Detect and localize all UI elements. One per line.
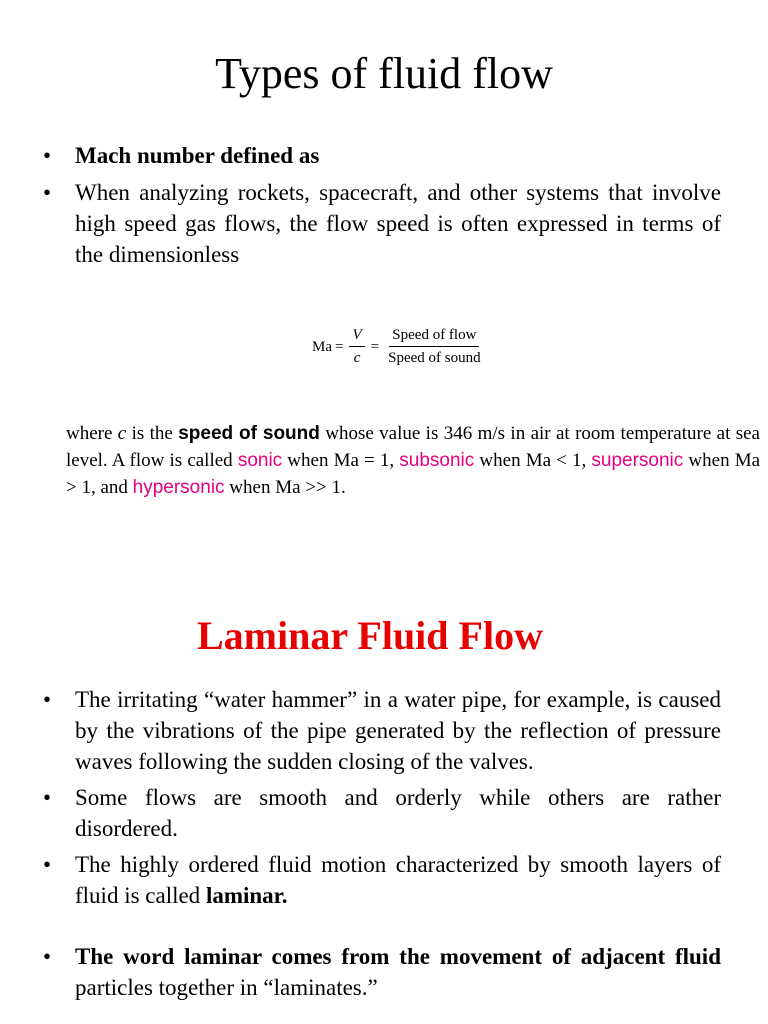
formula-word-fraction (385, 326, 484, 367)
list-item (75, 782, 721, 844)
para-text: when Ma = 1, (282, 450, 400, 471)
intro-bullet-list (75, 140, 721, 270)
formula-denominator-text: Speed of sound (388, 350, 481, 366)
bullet-text: Some flows are smooth and orderly while others are rather disordered. (75, 785, 721, 841)
list-item (75, 177, 721, 270)
formula-numerator-text: Speed of flow (389, 326, 479, 347)
mach-definition-paragraph (66, 420, 760, 501)
para-symbol-c: c (117, 423, 127, 444)
term-speed-of-sound: speed of sound (178, 423, 320, 444)
section-title: Laminar Fluid Flow (197, 613, 543, 658)
formula-equals-2: = (370, 338, 380, 355)
bullet-text: The irritating “water hammer” in a water pipe, for example, is caused by the vibrations of the pipe generated by the reflection of pressure waves following the sudden closing of the valves. (75, 687, 721, 774)
term-sonic: sonic (237, 450, 283, 471)
para-text: when Ma >> 1. (224, 477, 346, 498)
bullet-text: The highly ordered fluid motion characterized by smooth layers of fluid is called (75, 852, 721, 908)
term-supersonic: supersonic (591, 450, 684, 471)
page-title: Types of fluid flow (215, 49, 553, 98)
list-item (75, 140, 721, 171)
bullet-bold-text: The word laminar comes from the movement of adjacent fluid (75, 944, 721, 969)
term-laminar: laminar. (205, 883, 288, 908)
term-subsonic: subsonic (399, 450, 475, 471)
formula-lhs: Ma (312, 338, 332, 355)
para-text: is the (126, 423, 179, 444)
para-text: when Ma < 1, (474, 450, 592, 471)
mach-formula (312, 326, 487, 367)
para-text: when Ma > 1, and (66, 450, 761, 498)
laminar-bullet-list (75, 684, 721, 1008)
para-text: whose value is 346 m/s in air at room temperature at sea level. A flow is called (66, 423, 760, 471)
bullet-text: particles together in “laminates.” (75, 975, 378, 1000)
mach-number-heading: Mach number defined as (75, 143, 320, 168)
formula-symbol-fraction (349, 326, 364, 367)
term-hypersonic: hypersonic (132, 477, 225, 498)
list-item (75, 684, 721, 777)
formula-velocity: V (349, 326, 364, 347)
para-text: where (66, 423, 118, 444)
list-item (75, 849, 721, 911)
mach-intro-text: When analyzing rockets, spacecraft, and other systems that involve high speed gas flows, the flow speed is often expressed in terms of the dimensionless (75, 180, 721, 267)
formula-equals-1: = (335, 338, 344, 355)
formula-sound-speed-symbol: c (353, 350, 361, 366)
list-item (75, 941, 721, 1003)
